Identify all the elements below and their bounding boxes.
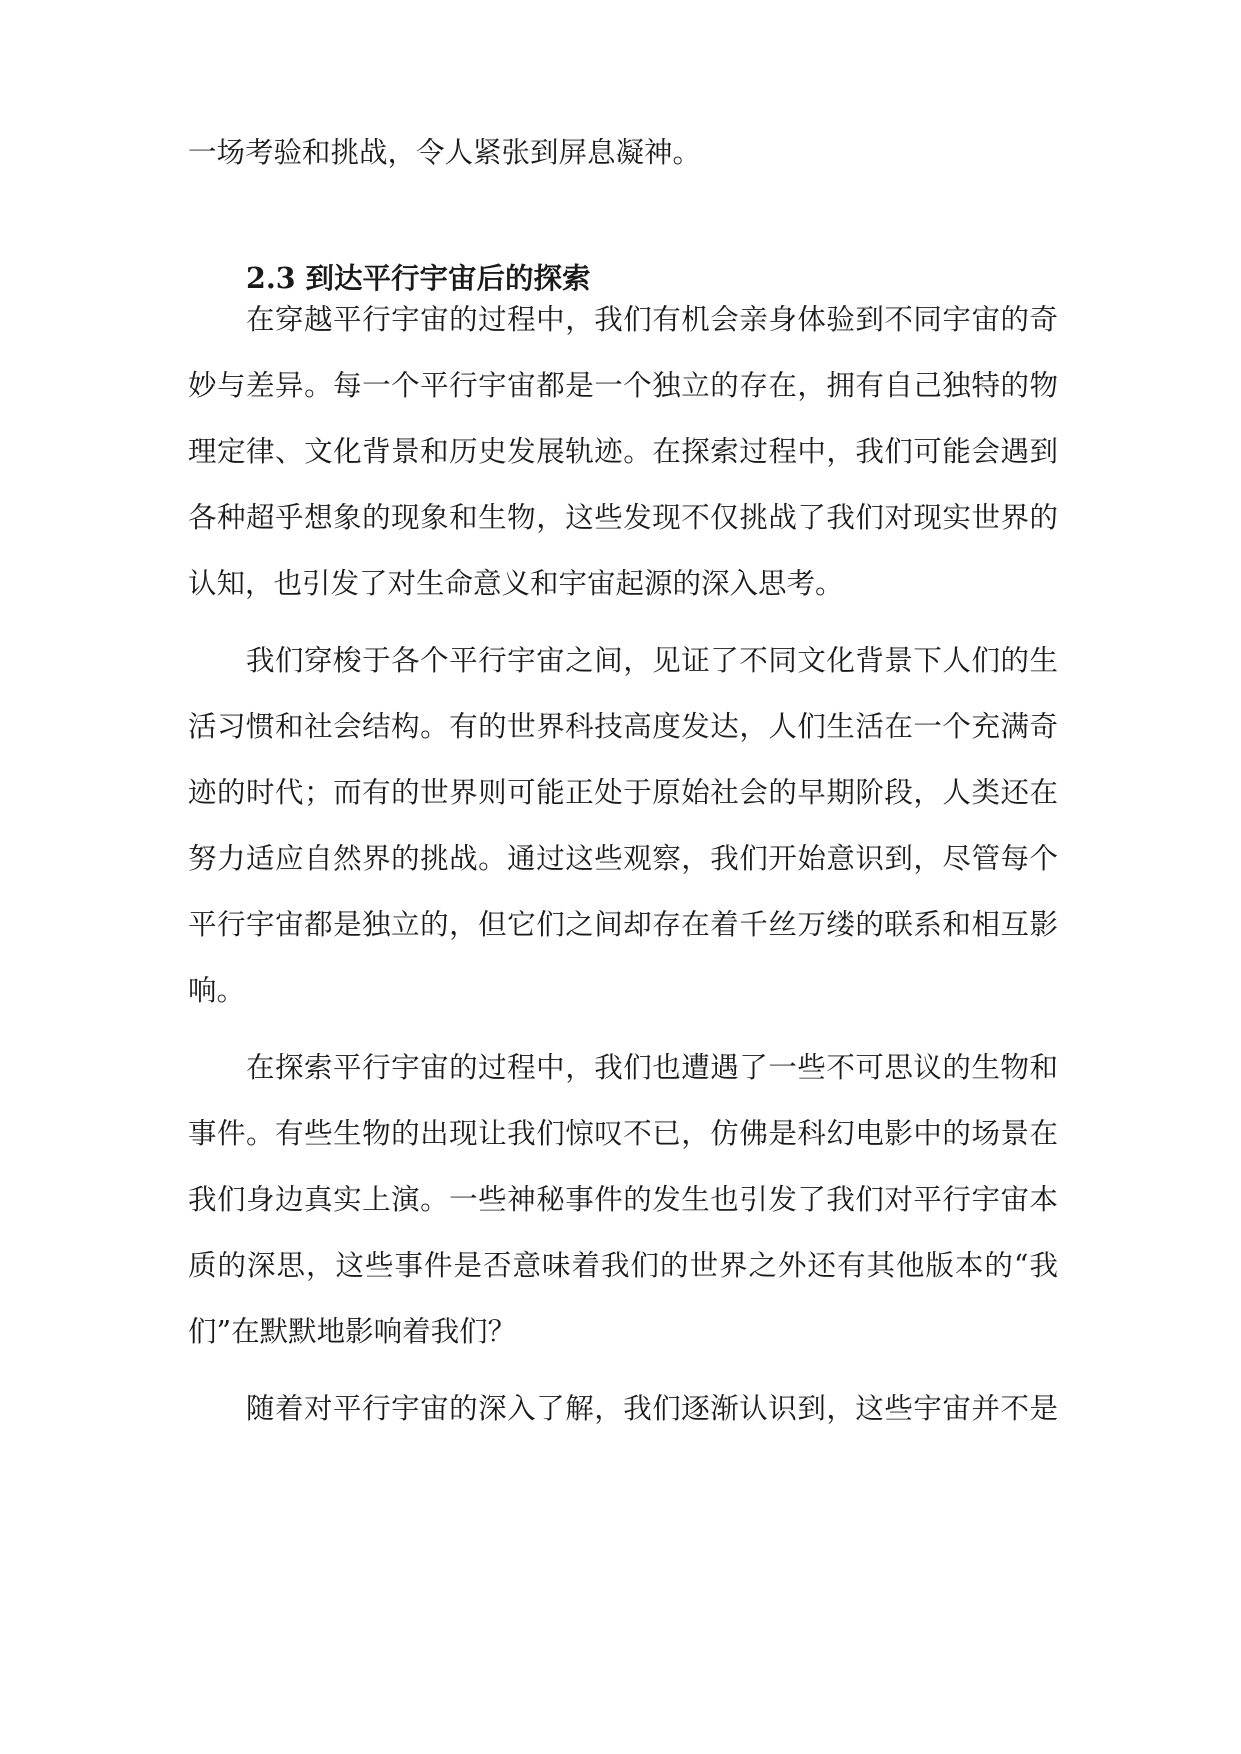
paragraph-line: 们”在默默地影响着我们？	[188, 1315, 517, 1348]
paragraph-line: 在探索平行宇宙的过程中，我们也遭遇了一些不可思议的生物和	[246, 1051, 1058, 1084]
paragraph-line: 在穿越平行宇宙的过程中，我们有机会亲身体验到不同宇宙的奇	[246, 303, 1058, 336]
paragraph-line: 我们身边真实上演。一些神秘事件的发生也引发了我们对平行宇宙本	[188, 1183, 1058, 1216]
paragraph-line: 努力适应自然界的挑战。通过这些观察，我们开始意识到，尽管每个	[188, 842, 1058, 875]
intro-tail-line: 一场考验和挑战，令人紧张到屏息凝神。	[188, 136, 702, 169]
paragraph-line: 响。	[188, 974, 246, 1007]
paragraph-line: 各种超乎想象的现象和生物，这些发现不仅挑战了我们对现实世界的	[188, 501, 1058, 534]
section-heading: 2.3 到达平行宇宙后的探索	[246, 261, 591, 295]
paragraph-line: 活习惯和社会结构。有的世界科技高度发达，人们生活在一个充满奇	[188, 710, 1058, 743]
paragraph-line: 平行宇宙都是独立的，但它们之间却存在着千丝万缕的联系和相互影	[188, 908, 1058, 941]
paragraph-line: 认知，也引发了对生命意义和宇宙起源的深入思考。	[188, 567, 844, 600]
paragraph-line: 妙与差异。每一个平行宇宙都是一个独立的存在，拥有自己独特的物	[188, 369, 1058, 402]
paragraph-line: 我们穿梭于各个平行宇宙之间，见证了不同文化背景下人们的生	[246, 644, 1058, 677]
paragraph-line: 事件。有些生物的出现让我们惊叹不已，仿佛是科幻电影中的场景在	[188, 1117, 1058, 1150]
paragraph-line: 随着对平行宇宙的深入了解，我们逐渐认识到，这些宇宙并不是	[246, 1392, 1058, 1425]
paragraph-line: 理定律、文化背景和历史发展轨迹。在探索过程中，我们可能会遇到	[188, 435, 1058, 468]
paragraph-line: 质的深思，这些事件是否意味着我们的世界之外还有其他版本的“我	[188, 1249, 1058, 1282]
paragraph-line: 迹的时代；而有的世界则可能正处于原始社会的早期阶段，人类还在	[188, 776, 1058, 809]
